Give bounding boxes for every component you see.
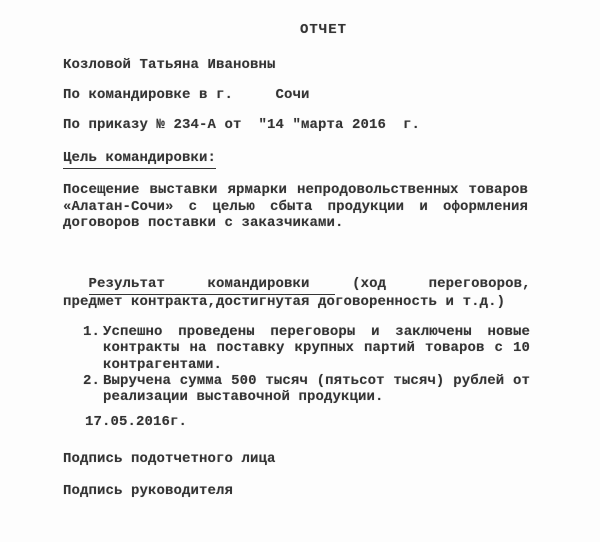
signature-accountable-line: Подпись подотчетного лица: [63, 451, 276, 467]
result-item: [83, 324, 530, 373]
result-heading-line2: предмет контракта,достигнутая договоренность и т.д.): [63, 293, 506, 310]
goal-paragraph: Посещение выставки ярмарки непродовольственных товаров «Алатан-Сочи» с целью сбыта продукции и оформления договоров поставки с заказчиками.: [63, 182, 528, 231]
goal-heading: [63, 150, 216, 166]
result-heading: [63, 276, 531, 311]
result-heading-after: (ход переговоров,: [335, 276, 531, 292]
result-list: [83, 324, 530, 405]
result-item-marker: 1.: [83, 324, 101, 340]
author-line: Козловой Татьяна Ивановны: [63, 57, 276, 73]
goal-heading-text: Цель командировки:: [63, 150, 216, 169]
page-title: ОТЧЕТ: [299, 22, 347, 38]
result-item-text: Выручена сумма 500 тысяч (пятьсот тысяч) рублей от реализации выставочной продукции.: [103, 372, 530, 406]
signature-manager-line: Подпись руководителя: [63, 483, 234, 499]
trip-destination-line: По командировке в г. Сочи: [63, 87, 310, 103]
result-heading-lead: [63, 276, 89, 292]
result-item: [83, 373, 530, 406]
result-heading-underlined: Результат командировки: [89, 276, 336, 295]
report-date: 17.05.2016г.: [85, 414, 188, 430]
result-item-text: Успешно проведены переговоры и заключены новые контракты на поставку крупных партий товаров с 10 контрагентами.: [103, 324, 530, 373]
result-heading-line1: [63, 276, 531, 294]
result-item-marker: 2.: [83, 372, 101, 389]
order-line: По приказу № 234-А от "14 "марта 2016 г.: [63, 117, 421, 133]
